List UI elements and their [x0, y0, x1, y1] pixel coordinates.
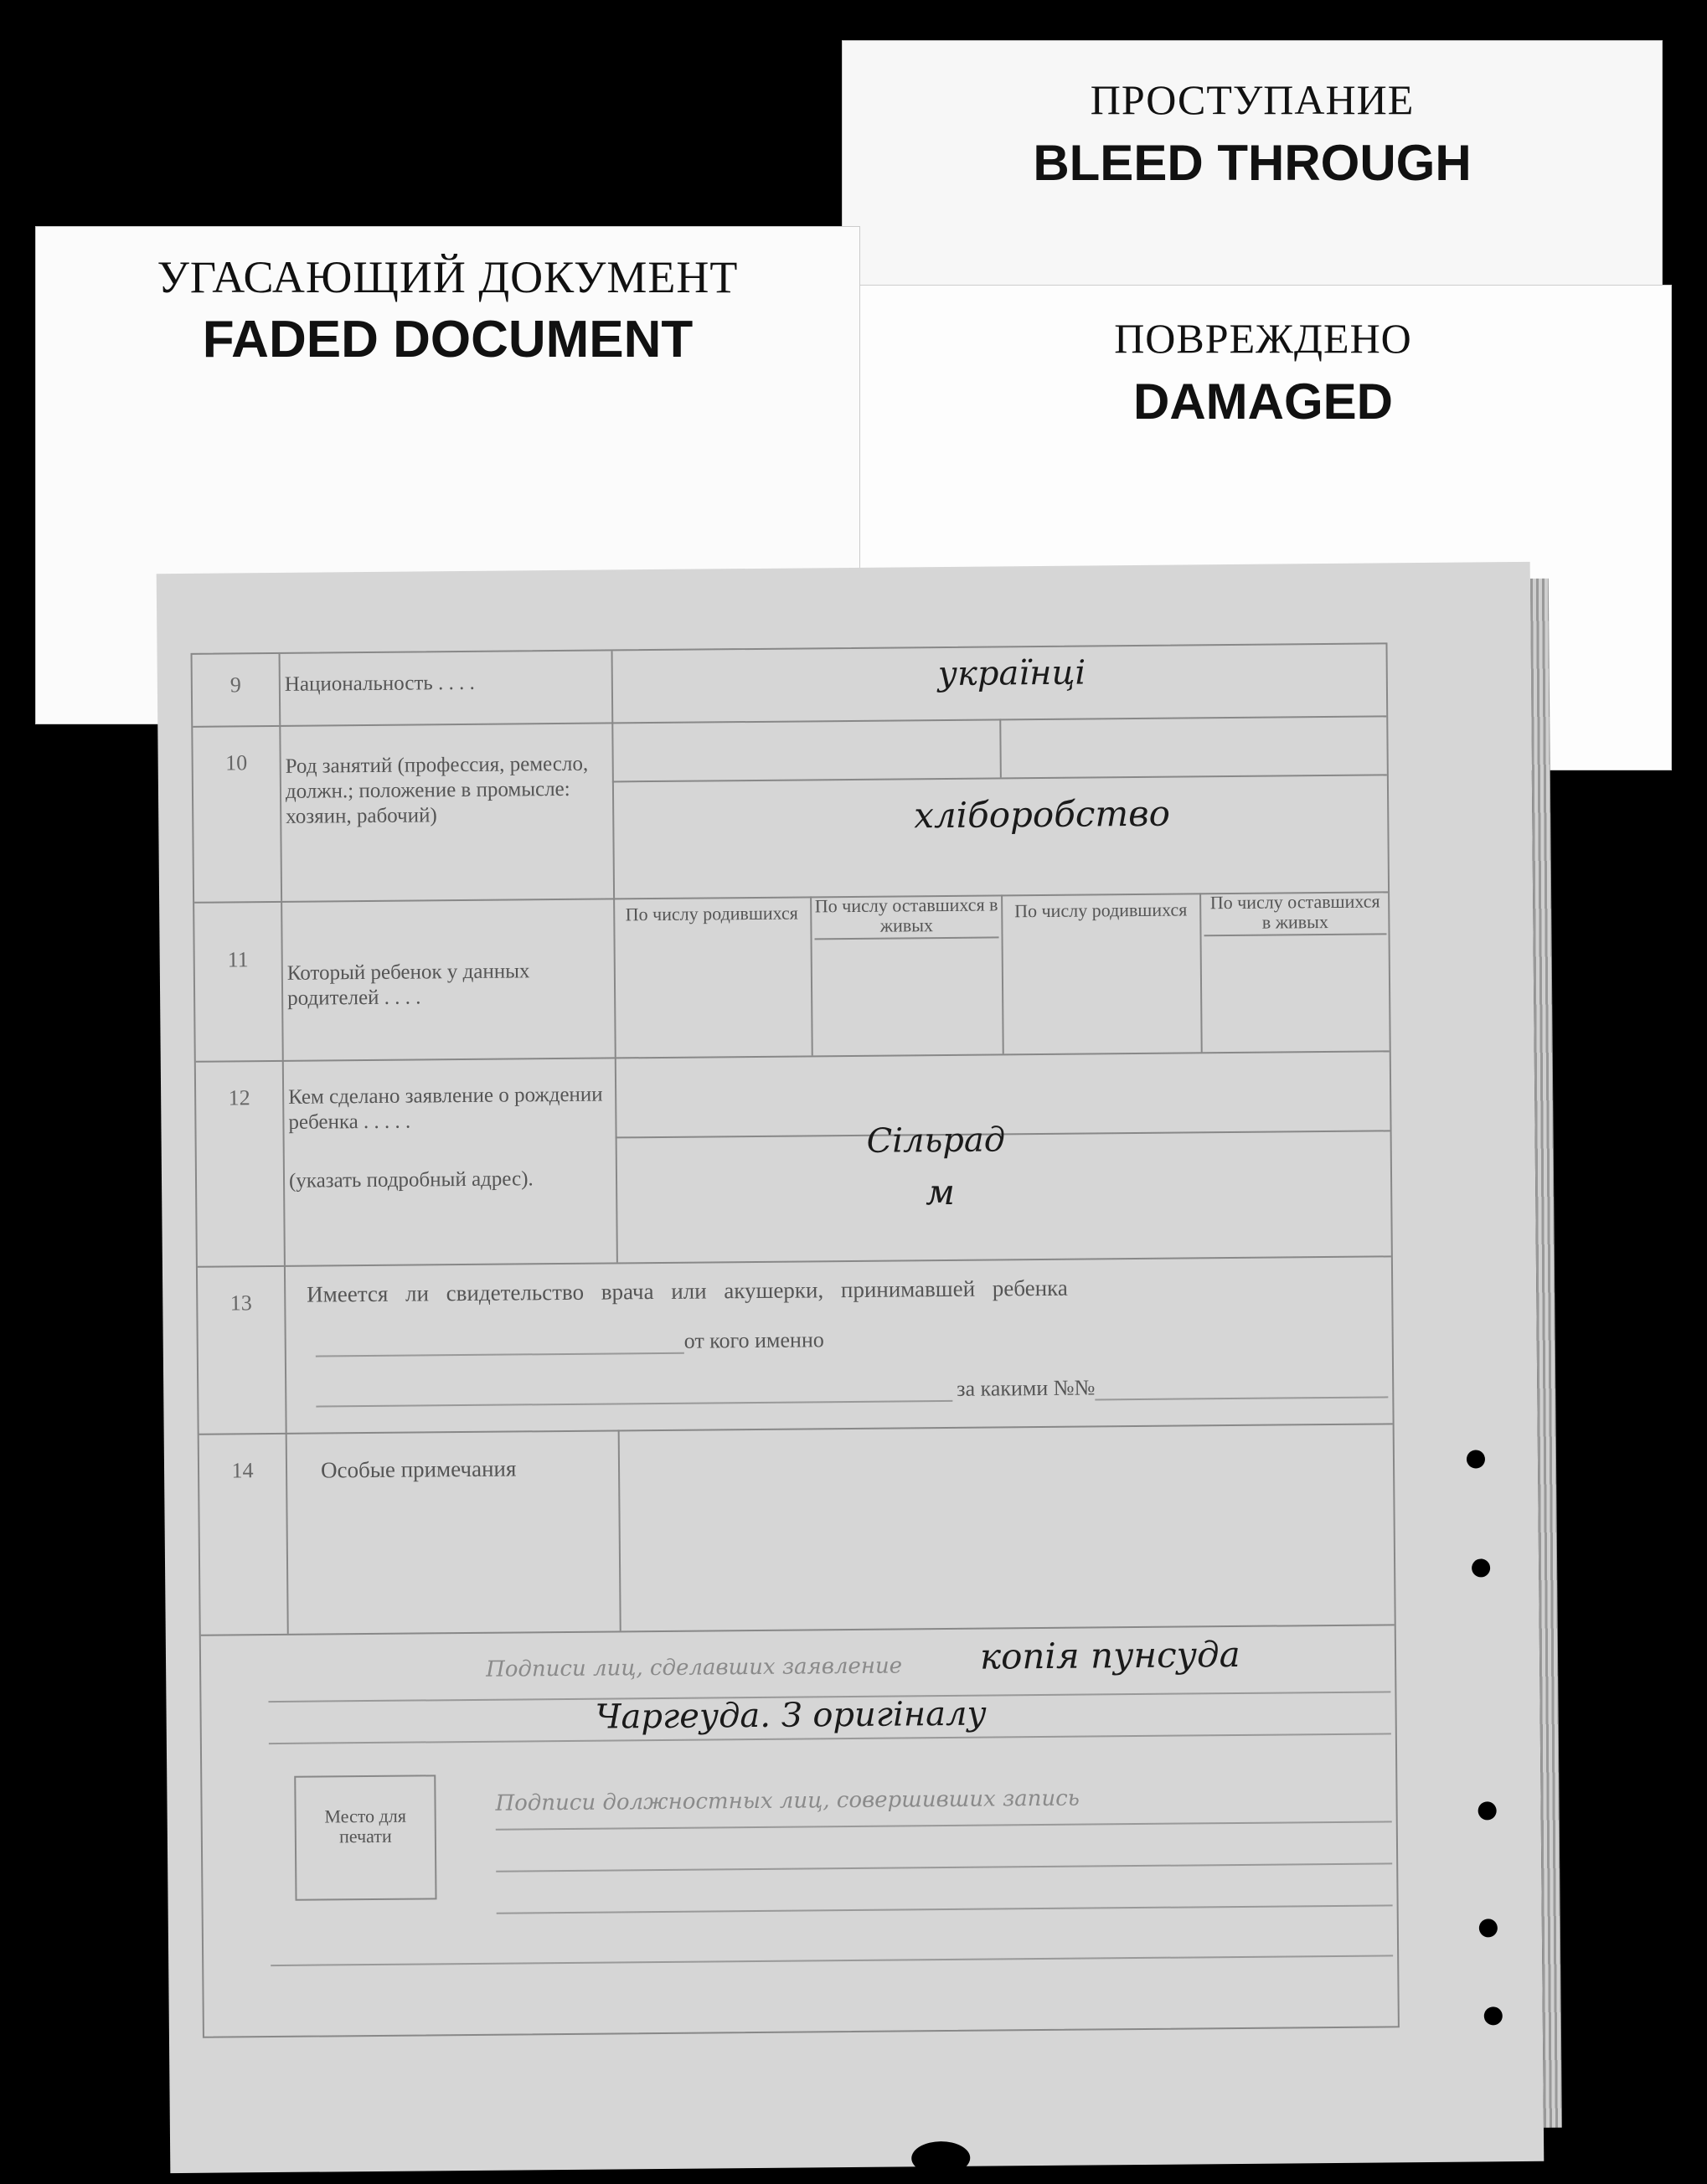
binding-hole: [1478, 1801, 1497, 1820]
row-number: 9: [193, 654, 281, 726]
row-number: 11: [194, 901, 284, 1061]
row-number: 13: [198, 1265, 287, 1434]
binding-hole: [1479, 1919, 1498, 1937]
child-number-label: Который ребенок у данных родителей . . . .: [286, 960, 530, 1010]
born-count-header-1: По числу родившихся: [625, 902, 798, 925]
declarant-value-2: м: [925, 1171, 956, 1213]
damaged-en: DAMAGED: [1133, 373, 1393, 430]
row-certificate: [198, 1255, 1393, 1435]
record-form-table: [191, 642, 1400, 2037]
binding-hole: [1484, 2006, 1503, 2025]
seal-label: Место для печати: [324, 1805, 406, 1847]
certificate-from-label: от кого именно: [683, 1327, 824, 1353]
nationality-value: українці: [937, 653, 1086, 694]
row-occupation: [193, 715, 1388, 903]
row-number: 14: [199, 1433, 289, 1635]
born-count-header-2: По числу родившихся: [1014, 899, 1188, 922]
binding-hole: [1467, 1450, 1485, 1468]
bleed-through-ru: ПРОСТУПАНИЕ: [1090, 76, 1415, 123]
certificate-question: Имеется ли свидетельство врача или акушерки, принимавшей ребенка: [307, 1275, 1068, 1307]
row-remarks: [199, 1423, 1395, 1635]
declarant-value: Сільрад: [866, 1120, 1006, 1161]
declarant-label: Кем сделано заявление о рождении ребенка . . . . .: [288, 1083, 603, 1134]
bleed-through-en: BLEED THROUGH: [1033, 135, 1472, 191]
declarant-signature-1: копія пунсуда: [979, 1633, 1240, 1677]
alive-count-header-1: По числу оставшихся в живых: [814, 894, 998, 936]
occupation-label: Род занятий (профессия, ремесло, должн.; положение в промысле: хозяин, рабочий): [285, 752, 589, 828]
punch-hole: [911, 2141, 970, 2176]
certificate-number-label: за какими №№: [957, 1375, 1096, 1401]
occupation-value: хліборобство: [914, 792, 1171, 837]
officials-signatures-label: Подписи должностных лиц, совершивших запись: [495, 1785, 1080, 1816]
binding-hole: [1472, 1558, 1490, 1577]
alive-count-header-2: По числу оставшихся в живых: [1209, 890, 1380, 933]
birth-record-sheet: [157, 562, 1545, 2173]
seal-box: [294, 1774, 436, 1900]
declarant-signature-2: Чаргеуда. З оригіналу: [595, 1694, 987, 1737]
row-child-number: [194, 891, 1390, 1062]
row-nationality: [193, 644, 1387, 727]
row-declarant: [196, 1050, 1391, 1267]
remarks-label: Особые примечания: [320, 1455, 517, 1483]
faded-document-ru: УГАСАЮЩИЙ ДОКУМЕНТ: [157, 252, 739, 302]
faded-document-en: FADED DOCUMENT: [202, 311, 694, 368]
declarant-signatures-label: Подписи лиц, сделавших заявление: [486, 1653, 903, 1682]
damaged-ru: ПОВРЕЖДЕНО: [1114, 315, 1412, 362]
nationality-label: Национальность . . . .: [284, 671, 475, 696]
row-number: 12: [196, 1060, 286, 1266]
row-number: 10: [193, 725, 282, 902]
declarant-address-label: (указать подробный адрес).: [288, 1167, 534, 1192]
